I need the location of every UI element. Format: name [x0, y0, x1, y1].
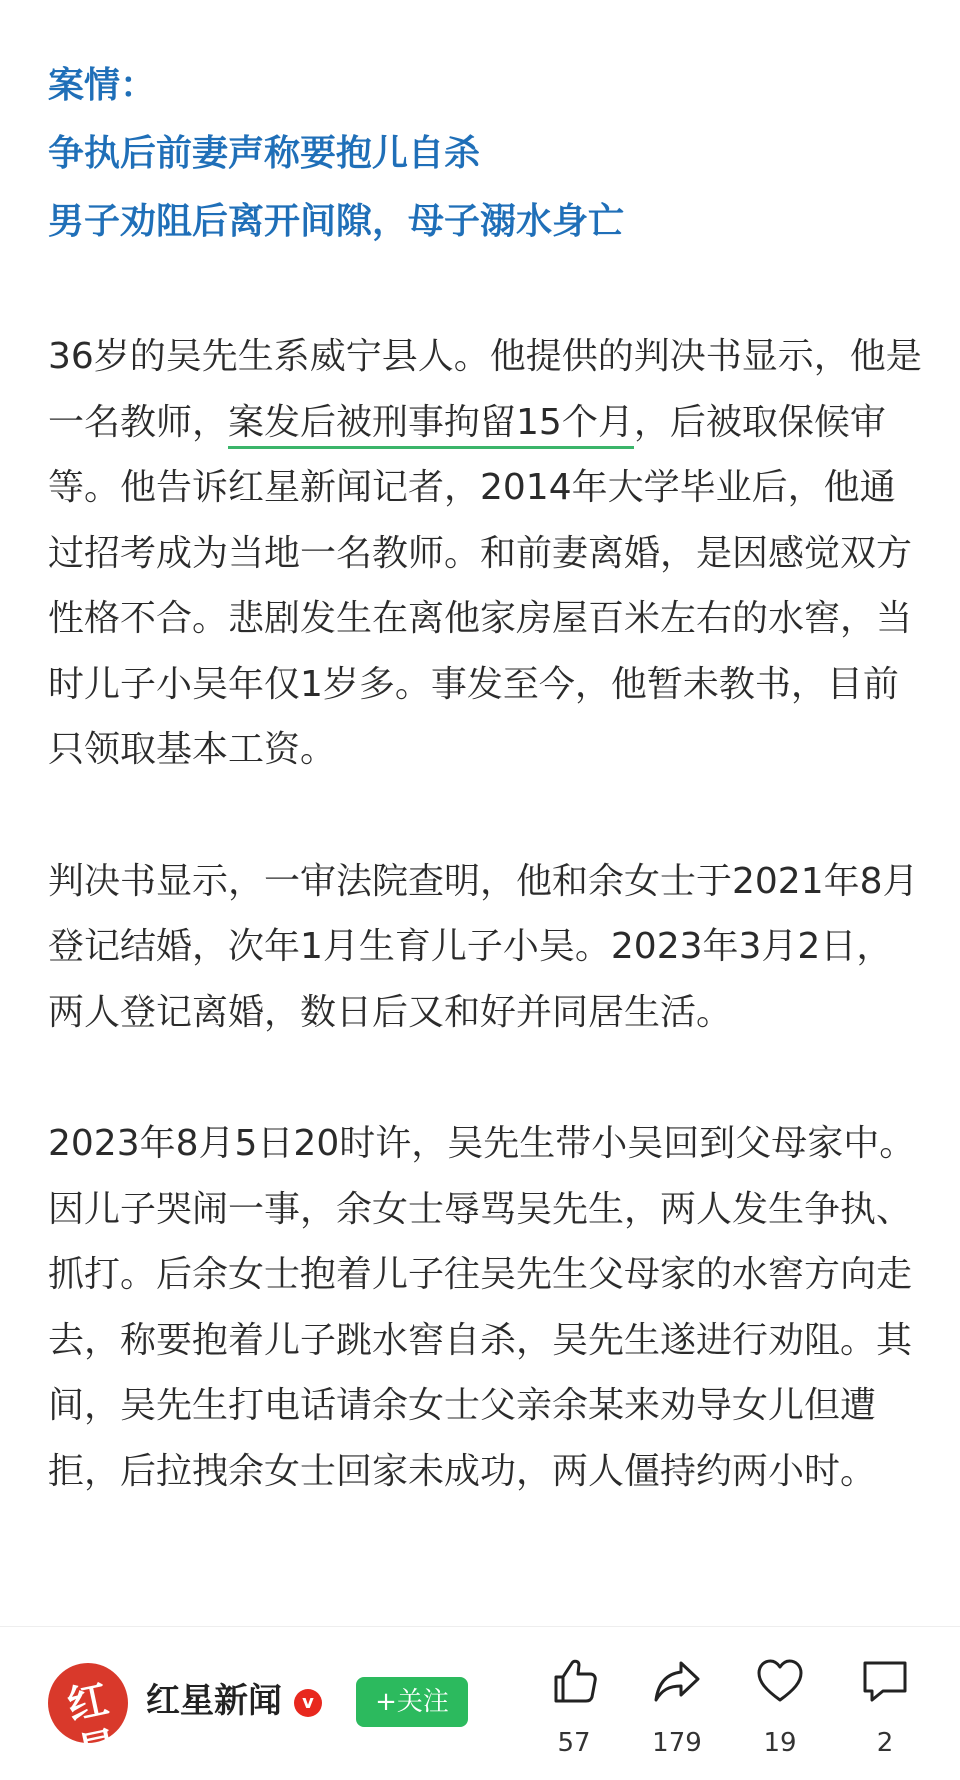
heart-icon	[754, 1655, 806, 1707]
thumbs-up-icon	[548, 1655, 600, 1707]
paragraph-1-text-b: ，后被取保候审等。他告诉红星新闻记者，2014年大学毕业后，他通过招考成为当地一名教师。和前妻离婚，是因感觉双方性格不合。悲剧发生在离他家房屋百米左右的水窖，当时儿子小吴年仅1岁多。事发至今，他暂未教书，目前只领取基本工资。	[48, 401, 913, 770]
comment-button[interactable]	[835, 1655, 935, 1765]
highlighted-phrase[interactable]: 案发后被刑事拘留15个月	[228, 402, 634, 449]
section-label: 案情：	[48, 65, 157, 106]
paragraph-1-text-a: 36岁的吴先生系威宁县人。他提供的判决书显示，他是一名教师，	[48, 336, 922, 443]
like-count: 57	[557, 1728, 591, 1758]
paragraph-1	[48, 324, 928, 783]
case-headings	[48, 0, 928, 256]
paragraph-3: 2023年8月5日20时许，吴先生带小吴回到父母家中。因儿子哭闹一事，余女士辱骂吴先生，两人发生争执、抓打。后余女士抱着儿子往吴先生父母家的水窖方向走去，称要抱着儿子跳水窖自杀，吴先生遂进行劝阻。其间，吴先生打电话请余女士父亲余某来劝导女儿但遭拒，后拉拽余女士回家未成功，两人僵持约两小时。	[48, 1123, 916, 1492]
verified-badge-icon: v	[294, 1689, 322, 1717]
paragraph-2: 判决书显示，一审法院查明，他和余女士于2021年8月登记结婚，次年1月生育儿子小吴。2023年3月2日，两人登记离婚，数日后又和好并同居生活。	[48, 860, 919, 1033]
headline-line-1: 争执后前妻声称要抱儿自杀	[48, 133, 481, 174]
comment-bubble-icon	[859, 1655, 911, 1707]
account-logo: 红星	[63, 1675, 123, 1777]
like-button[interactable]	[524, 1655, 624, 1765]
share-button[interactable]	[627, 1655, 727, 1765]
favorite-button[interactable]	[730, 1655, 830, 1765]
bottom-action-bar	[0, 1626, 960, 1777]
share-arrow-icon	[651, 1655, 703, 1707]
account-avatar[interactable]	[48, 1663, 128, 1777]
comment-count: 2	[876, 1728, 894, 1758]
headline-line-2: 男子劝阻后离开间隙，母子溺水身亡	[48, 201, 625, 242]
article-body	[48, 0, 928, 1504]
share-count: 179	[652, 1728, 702, 1758]
favorite-count: 19	[763, 1728, 797, 1758]
account-name[interactable]: 红星新闻	[146, 1681, 282, 1721]
follow-button[interactable]: +关注	[356, 1677, 468, 1727]
